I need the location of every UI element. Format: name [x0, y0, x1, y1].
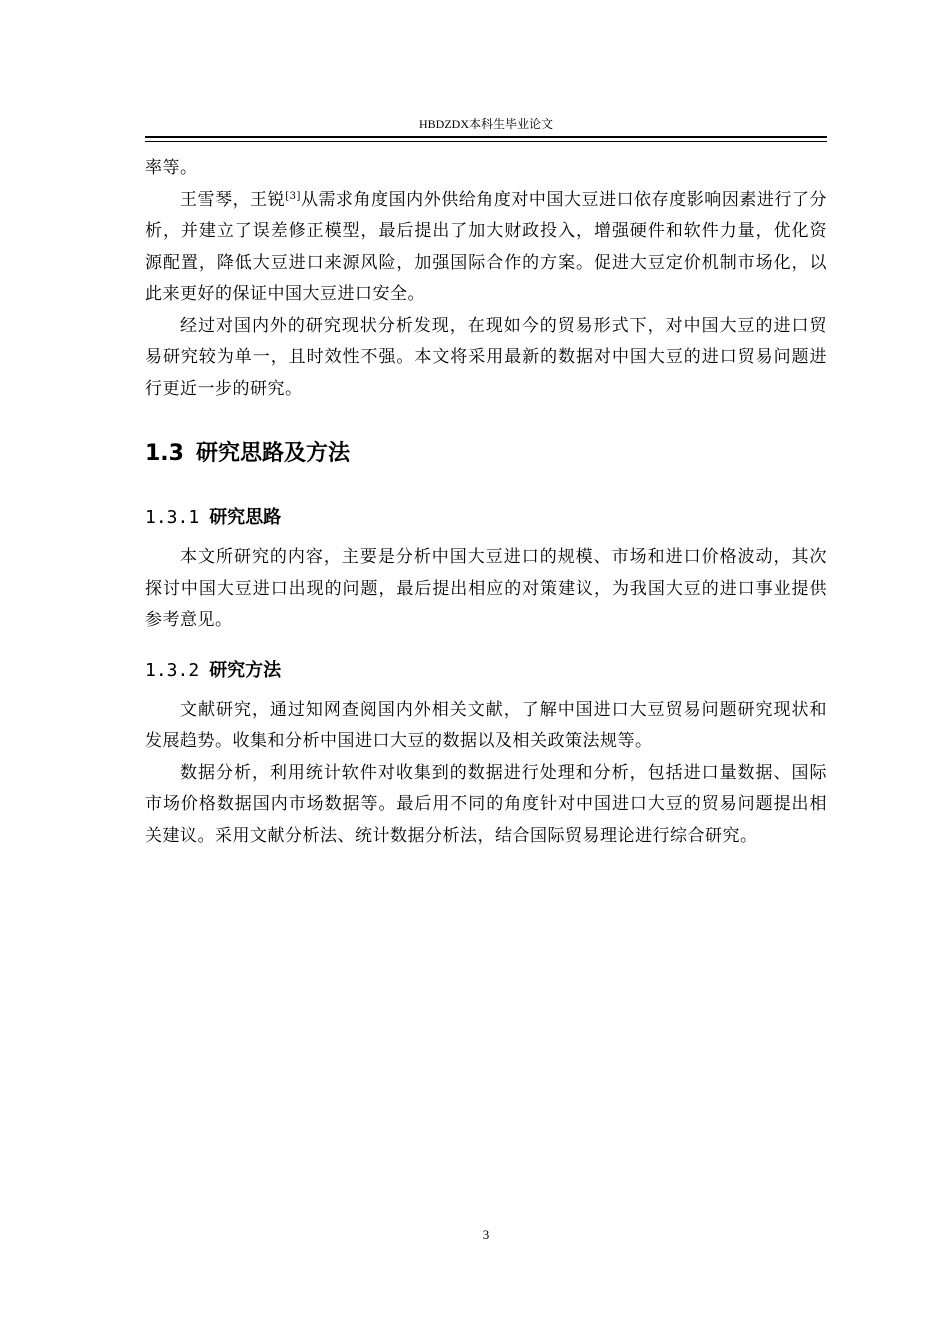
subsection-heading-1-3-1 [145, 504, 827, 532]
paragraph-research-summary: 经过对国内外的研究现状分析发现，在现如今的贸易形式下，对中国大豆的进口贸易研究较为单一，且时效性不强。本文将采用最新的数据对中国大豆的进口贸易问题进行更近一步的研究。 [145, 315, 827, 399]
section-number: 1.3 [145, 441, 184, 466]
header-rule-thin [145, 141, 827, 142]
paragraph-literature-research: 文献研究，通过知网查阅国内外相关文献，了解中国进口大豆贸易问题研究现状和发展趋势。收集和分析中国进口大豆的数据以及相关政策法规等。 [145, 699, 827, 751]
header-rule-thick [145, 136, 827, 138]
subsection-title: 研究思路 [209, 507, 282, 528]
page-number: 3 [482, 1227, 490, 1242]
section-title: 研究思路及方法 [195, 441, 350, 466]
paragraph-continuation: 率等。 [145, 158, 198, 178]
subsection-heading-1-3-2 [145, 657, 827, 685]
subsection-number: 1.3.1 [145, 507, 200, 528]
paragraph-authors: 王雪琴，王锐 [180, 189, 286, 210]
paragraph-data-analysis: 数据分析，利用统计软件对收集到的数据进行处理和分析，包括进口量数据、国际市场价格数据国内市场数据等。最后用不同的角度针对中国进口大豆的贸易问题提出相关建议。采用文献分析法、统计数据分析法，结合国际贸易理论进行综合研究。 [145, 762, 827, 846]
page-body [145, 153, 827, 852]
citation-reference: [3] [285, 190, 301, 202]
paragraph-wang-xueqin [145, 185, 827, 311]
paragraph-text: 从需求角度国内外供给角度对中国大豆进口依存度影响因素进行了分析，并建立了误差修正模型，最后提出了加大财政投入，增强硬件和软件力量，优化资源配置，降低大豆进口来源风险，加强国际合作的方案。促进大豆定价机制市场化，以此来更好的保证中国大豆进口安全。 [145, 189, 828, 304]
subsection-title: 研究方法 [209, 659, 282, 681]
section-heading-1-3 [145, 438, 827, 470]
running-header: HBDZDX本科生毕业论文 [419, 117, 553, 131]
subsection-number: 1.3.2 [145, 659, 200, 681]
paragraph-research-approach: 本文所研究的内容，主要是分析中国大豆进口的规模、市场和进口价格波动，其次探讨中国大豆进口出现的问题，最后提出相应的对策建议，为我国大豆的进口事业提供参考意见。 [145, 547, 827, 630]
